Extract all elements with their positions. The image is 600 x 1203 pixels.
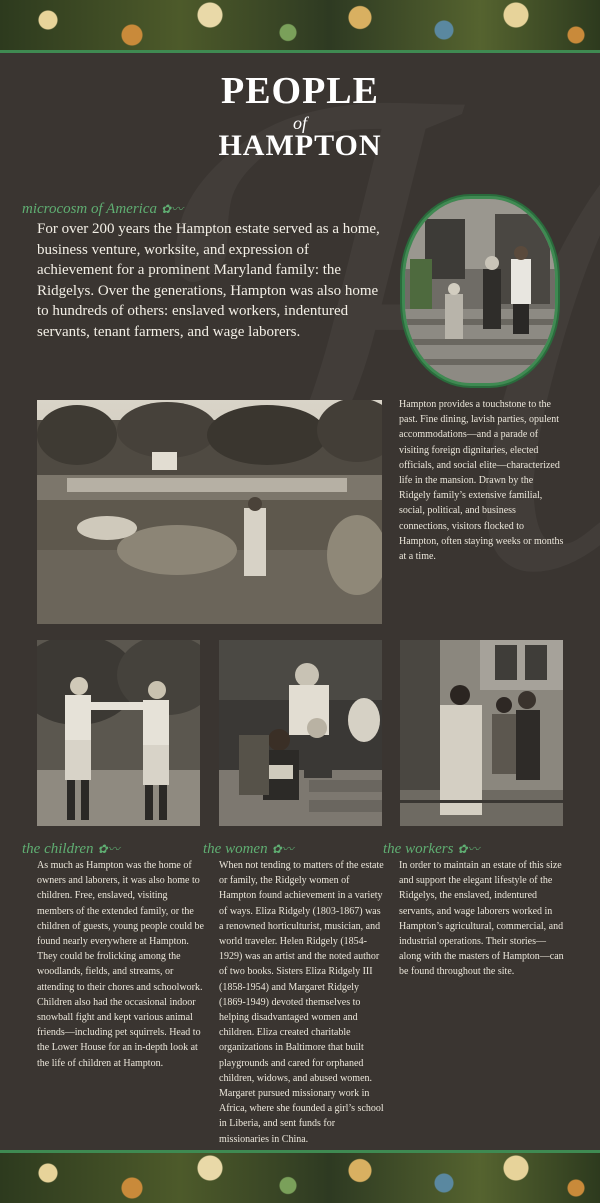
women-heading-label: the women xyxy=(203,841,268,857)
page-title xyxy=(0,53,600,173)
title-hampton: HAMPTON xyxy=(218,129,382,162)
flourish-icon: ✿〰 xyxy=(271,842,294,856)
children-photo-image xyxy=(37,640,200,826)
workers-photo-image xyxy=(400,640,563,826)
garden-party-photo xyxy=(37,400,382,624)
intro-paragraph: For over 200 years the Hampton estate served as a home, business venture, worksite, and expression of achievement for a prominent Maryland family: the Ridgelys. Over the generations, Hampton was also home to hundreds of others: enslaved workers, indentured servants, tenant farmers, and wage laborers. xyxy=(37,221,380,340)
portrait-photo-image xyxy=(405,199,555,383)
women-photo-image xyxy=(219,640,382,826)
floral-border-bottom xyxy=(0,1150,600,1203)
workers-photo xyxy=(400,640,563,826)
title-of: of xyxy=(292,113,307,133)
flourish-icon: ✿〰 xyxy=(160,202,184,216)
women-paragraph: When not tending to matters of the estate or family, the Ridgely women of Hampton found achievement in a variety of ways. Eliza Ridgely (1803-1867) was a renowned horticulturist, musician, and world traveler. Helen Ridgely (1854-1929) was an artist and the noted author of two books. Sisters Eliza Ridgely III (1858-1954) and Margaret Ridgely (1869-1949) devoted themselves to helping disadvantaged women and children. Eliza created charitable organizations in Baltimore that built playgrounds and cared for orphaned children, widows, and abused women. Margaret pursued missionary work in Africa, where she founded a girl’s school in Liberia, and sent funds for missionaries in China. xyxy=(219,860,384,1145)
children-heading-label: the children xyxy=(22,841,94,857)
section-heading-workers xyxy=(383,840,479,858)
section-heading-microcosm xyxy=(22,200,183,218)
children-photo xyxy=(37,640,200,826)
workers-paragraph: In order to maintain an estate of this size and support the elegant lifestyle of the Ridgelys, the enslaved, indentured servants, and wage laborers worked in Hampton’s agricultural, commercial, and industrial operations. Their stories—along with the masters of Hampton—can be found throughout the site. xyxy=(399,860,564,978)
women-photo xyxy=(219,640,382,826)
section-heading-label: microcosm of America xyxy=(22,201,157,217)
section-heading-women xyxy=(203,840,294,858)
workers-heading-label: the workers xyxy=(383,841,454,857)
title-people: PEOPLE xyxy=(220,70,380,112)
flourish-icon: ✿〰 xyxy=(457,842,480,856)
children-paragraph: As much as Hampton was the home of owners and laborers, it was also home to children. Free, enslaved, visiting members of the extended family, or the children of guests, young people could be found nearly everywhere at Hampton. They could be frolicking among the woodlands, fields, and streams, or attending to their chores and schoolwork. Children also had the occasional indoor snowball fight and kept various animal friends—including pet squirrels. Head to the Lower House for an in-depth look at the life of children at Hampton. xyxy=(37,860,204,1069)
section-heading-children xyxy=(22,840,120,858)
garden-party-photo-image xyxy=(37,400,382,624)
flourish-icon: ✿〰 xyxy=(97,842,120,856)
portrait-photo xyxy=(402,196,558,386)
estate-paragraph: Hampton provides a touchstone to the past. Fine dining, lavish parties, opulent accommodations—and a parade of visiting foreign dignitaries, elected officials, and social elite—characterized life in the mansion. Drawn by the Ridgely family’s extensive familial, social, political, and business connections, visitors flocked to Hampton, often staying weeks or months at a time. xyxy=(399,399,564,563)
